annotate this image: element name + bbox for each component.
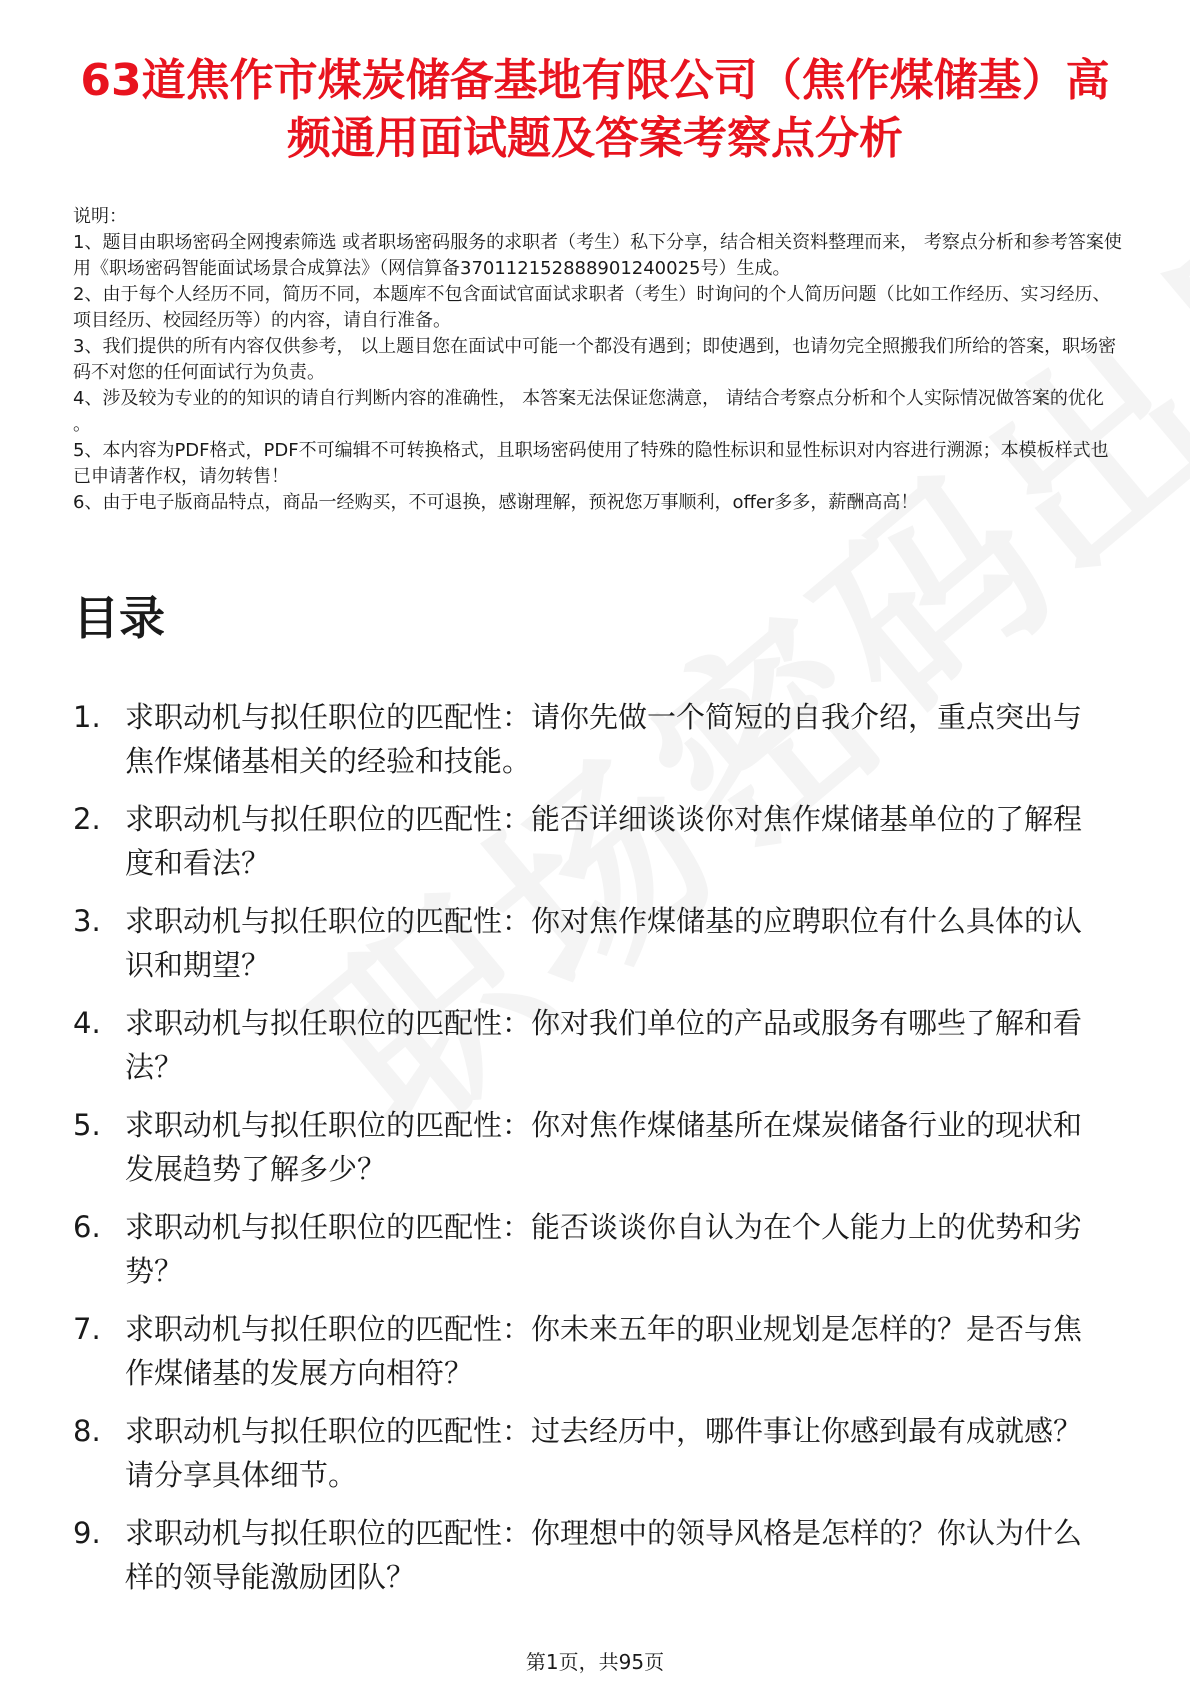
toc-item-8[interactable] [73, 1409, 1123, 1497]
toc-item-text: 求职动机与拟任职位的匹配性：你未来五年的职业规划是怎样的？是否与焦作煤储基的发展方向相符？ [125, 1312, 1083, 1390]
toc-item-7[interactable] [73, 1307, 1123, 1395]
toc-item-text: 求职动机与拟任职位的匹配性：能否谈谈你自认为在个人能力上的优势和劣势？ [125, 1210, 1083, 1288]
toc-item-9[interactable] [73, 1511, 1123, 1599]
toc-item-6[interactable] [73, 1205, 1123, 1293]
toc-item-1[interactable] [73, 695, 1123, 783]
toc-item-text: 求职动机与拟任职位的匹配性：能否详细谈谈你对焦作煤储基单位的了解程度和看法？ [125, 802, 1083, 880]
toc-item-5[interactable] [73, 1103, 1123, 1191]
toc-item-text: 求职动机与拟任职位的匹配性：你对我们单位的产品或服务有哪些了解和看法？ [125, 1006, 1083, 1084]
toc-heading: 目录 [73, 591, 165, 645]
toc-item-text: 求职动机与拟任职位的匹配性：过去经历中，哪件事让你感到最有成就感？请分享具体细节。 [125, 1414, 1083, 1492]
toc-item-number: 4. [73, 1006, 101, 1040]
document-title: 63道焦作市煤炭储备基地有限公司（焦作煤储基）高频通用面试题及答案考察点分析 [80, 55, 1110, 164]
toc-item-number: 8. [73, 1414, 101, 1448]
note-item: 2、由于每个人经历不同，简历不同，本题库不包含面试官面试求职者（考生）时询问的个人简历问题（比如工作经历、实习经历、项目经历、校园经历等）的内容，请自行准备。 [73, 284, 1111, 331]
note-item: 4、涉及较为专业的的知识的请自行判断内容的准确性， 本答案无法保证您满意， 请结合考察点分析和个人实际情况做答案的优化 。 [73, 388, 1104, 435]
toc-item-number: 9. [73, 1516, 101, 1550]
toc-item-text: 求职动机与拟任职位的匹配性：请你先做一个简短的自我介绍，重点突出与焦作煤储基相关的经验和技能。 [125, 700, 1083, 778]
toc-item-number: 6. [73, 1210, 101, 1244]
toc-item-number: 7. [73, 1312, 101, 1346]
note-item: 6、由于电子版商品特点，商品一经购买，不可退换，感谢理解，预祝您万事顺利，offer多多，薪酬高高！ [73, 492, 919, 513]
page-number: 第1页，共95页 [525, 1650, 665, 1674]
toc-item-text: 求职动机与拟任职位的匹配性：你对焦作煤储基所在煤炭储备行业的现状和发展趋势了解多少？ [125, 1108, 1083, 1186]
toc-item-2[interactable] [73, 797, 1123, 885]
note-item: 5、本内容为PDF格式，PDF不可编辑不可转换格式，且职场密码使用了特殊的隐性标识和显性标识对内容进行溯源；本模板样式也已申请著作权，请勿转售！ [73, 440, 1109, 487]
note-item: 3、我们提供的所有内容仅供参考， 以上题目您在面试中可能一个都没有遇到；即使遇到，也请勿完全照搬我们所给的答案，职场密码不对您的任何面试行为负责。 [73, 336, 1117, 383]
toc-item-number: 2. [73, 802, 101, 836]
toc-item-number: 3. [73, 904, 101, 938]
toc-item-number: 5. [73, 1108, 101, 1142]
notes-heading: 说明： [73, 206, 127, 227]
toc-item-text: 求职动机与拟任职位的匹配性：你对焦作煤储基的应聘职位有什么具体的认识和期望？ [125, 904, 1083, 982]
toc-item-text: 求职动机与拟任职位的匹配性：你理想中的领导风格是怎样的？你认为什么样的领导能激励团队？ [125, 1516, 1083, 1594]
toc-item-number: 1. [73, 700, 101, 734]
note-item: 1、题目由职场密码全网搜索筛选 或者职场密码服务的求职者（考生）私下分享，结合相关资料整理而来， 考察点分析和参考答案使用《职场密码智能面试场景合成算法》（网信算备370112152888901240025号）生成。 [73, 232, 1122, 279]
notes-section [73, 204, 1123, 516]
toc-item-3[interactable] [73, 899, 1123, 987]
toc-list [73, 695, 1123, 1613]
toc-item-4[interactable] [73, 1001, 1123, 1089]
